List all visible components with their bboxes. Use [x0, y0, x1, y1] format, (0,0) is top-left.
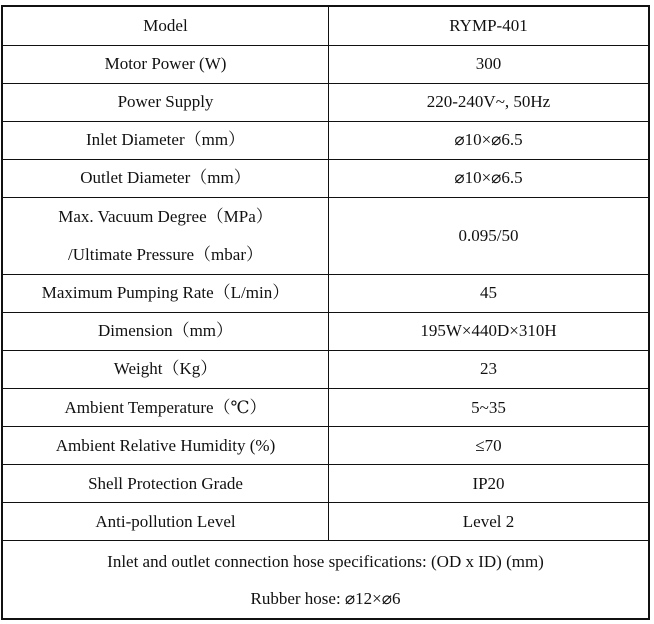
table-row [3, 121, 648, 159]
row-value-outlet-diameter: ⌀10×⌀6.5 [329, 159, 649, 197]
spec-table-frame [1, 5, 650, 620]
row-label-outlet-diameter: Outlet Diameter（mm） [3, 159, 329, 197]
row-value-pumping-rate: 45 [329, 274, 649, 312]
row-value-inlet-diameter: ⌀10×⌀6.5 [329, 121, 649, 159]
row-value-anti-pollution: Level 2 [329, 503, 649, 541]
row-label-vacuum-degree [3, 197, 329, 274]
row-value-protection-grade: IP20 [329, 465, 649, 503]
row-label-humidity: Ambient Relative Humidity (%) [3, 427, 329, 465]
table-row [3, 312, 648, 350]
row-value-dimension: 195W×440D×310H [329, 312, 649, 350]
table-row [3, 7, 648, 45]
table-row [3, 389, 648, 427]
hose-spec-heading: Inlet and outlet connection hose specifications: (OD x ID) (mm) [107, 551, 544, 571]
table-row [3, 503, 648, 541]
row-label-protection-grade: Shell Protection Grade [3, 465, 329, 503]
vacuum-degree-label-line2: /Ultimate Pressure（mbar） [68, 244, 263, 264]
row-value-motor-power: 300 [329, 45, 649, 83]
table-row [3, 197, 648, 274]
row-label-model: Model [3, 7, 329, 45]
table-row [3, 159, 648, 197]
row-value-vacuum-degree: 0.095/50 [329, 197, 649, 274]
table-row [3, 350, 648, 388]
hose-spec-rubber: Rubber hose: ⌀12×⌀6 [250, 588, 401, 608]
row-label-pumping-rate: Maximum Pumping Rate（L/min） [3, 274, 329, 312]
row-value-ambient-temperature: 5~35 [329, 389, 649, 427]
table-row [3, 427, 648, 465]
row-value-weight: 23 [329, 350, 649, 388]
row-label-anti-pollution: Anti-pollution Level [3, 503, 329, 541]
row-label-inlet-diameter: Inlet Diameter（mm） [3, 121, 329, 159]
row-value-model: RYMP-401 [329, 7, 649, 45]
hose-spec-cell [3, 541, 648, 618]
row-label-weight: Weight（Kg） [3, 350, 329, 388]
vacuum-degree-label-line1: Max. Vacuum Degree（MPa） [58, 206, 273, 226]
row-label-motor-power: Motor Power (W) [3, 45, 329, 83]
row-label-power-supply: Power Supply [3, 83, 329, 121]
row-value-power-supply: 220-240V~, 50Hz [329, 83, 649, 121]
table-row [3, 83, 648, 121]
row-label-ambient-temperature: Ambient Temperature（℃） [3, 389, 329, 427]
table-row [3, 465, 648, 503]
spec-table [3, 7, 648, 618]
row-label-dimension: Dimension（mm） [3, 312, 329, 350]
table-row [3, 45, 648, 83]
table-footer-row [3, 541, 648, 618]
table-row [3, 274, 648, 312]
row-value-humidity: ≤70 [329, 427, 649, 465]
